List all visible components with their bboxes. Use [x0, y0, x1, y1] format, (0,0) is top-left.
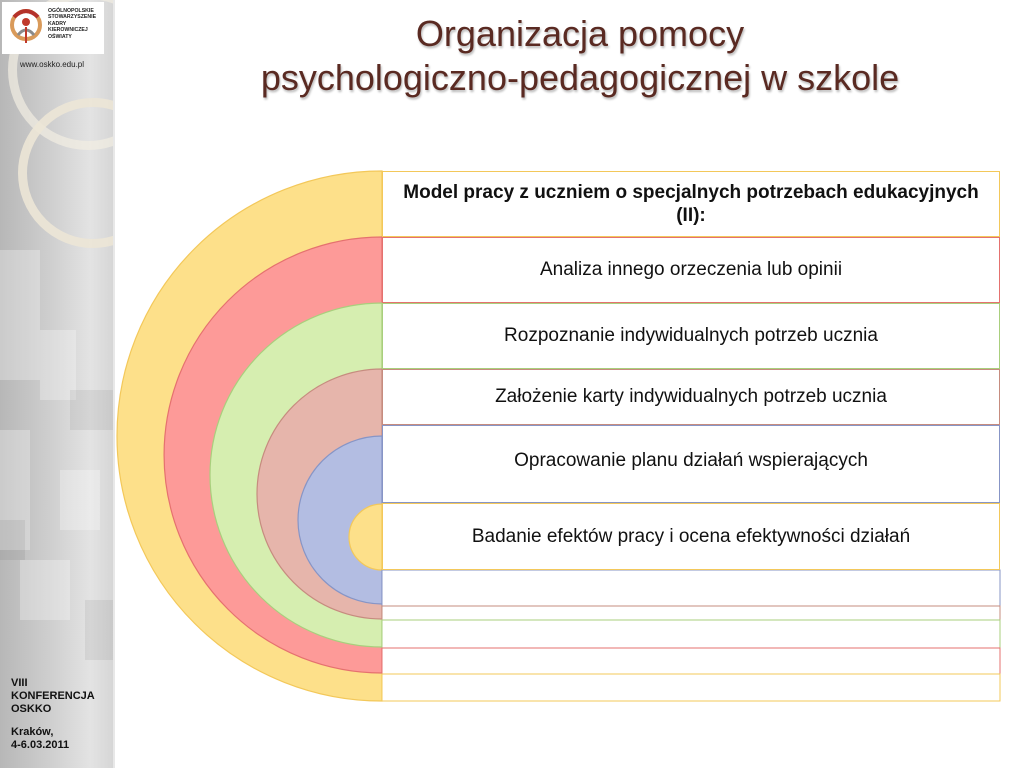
step-row: Badanie efektów pracy i ocena efektywności działań [382, 503, 1000, 570]
title-line-2: psychologiczno-pedagogicznej w szkole [260, 57, 900, 98]
conference-line: KONFERENCJA [11, 690, 95, 702]
step-row: Rozpoznanie indywidualnych potrzeb ucznia [382, 303, 1000, 369]
logo-text-line: KIEROWNICZEJ [48, 27, 88, 34]
logo-text-line: KADRY [48, 20, 67, 27]
stripe-yellow [382, 674, 1000, 701]
conference-place: Kraków, [11, 726, 54, 738]
conference-line: VIII [11, 677, 28, 689]
step-row: Założenie karty indywidualnych potrzeb ucznia [382, 369, 1000, 425]
title-line-1: Organizacja pomocy [415, 13, 745, 54]
website-link[interactable]: www.oskko.edu.pl [20, 60, 85, 69]
stripe-green [382, 620, 1000, 648]
logo-text-line: OŚWIATY [48, 33, 72, 40]
stripe-red [382, 648, 1000, 674]
step-row: Opracowanie planu działań wspierających [382, 425, 1000, 503]
model-header: Model pracy z uczniem o specjalnych potrzebach edukacyjnych (II): [382, 171, 1000, 237]
conference-line: OSKKO [11, 703, 52, 715]
stripe-blue [382, 570, 1000, 606]
step-row: Analiza innego orzeczenia lub opinii [382, 237, 1000, 303]
logo-text-line: STOWARZYSZENIE [48, 14, 97, 21]
conference-dates: 4-6.03.2011 [11, 739, 70, 751]
stripe-rose [382, 606, 1000, 620]
logo-text-line: OGÓLNOPOLSKIE [48, 8, 94, 14]
